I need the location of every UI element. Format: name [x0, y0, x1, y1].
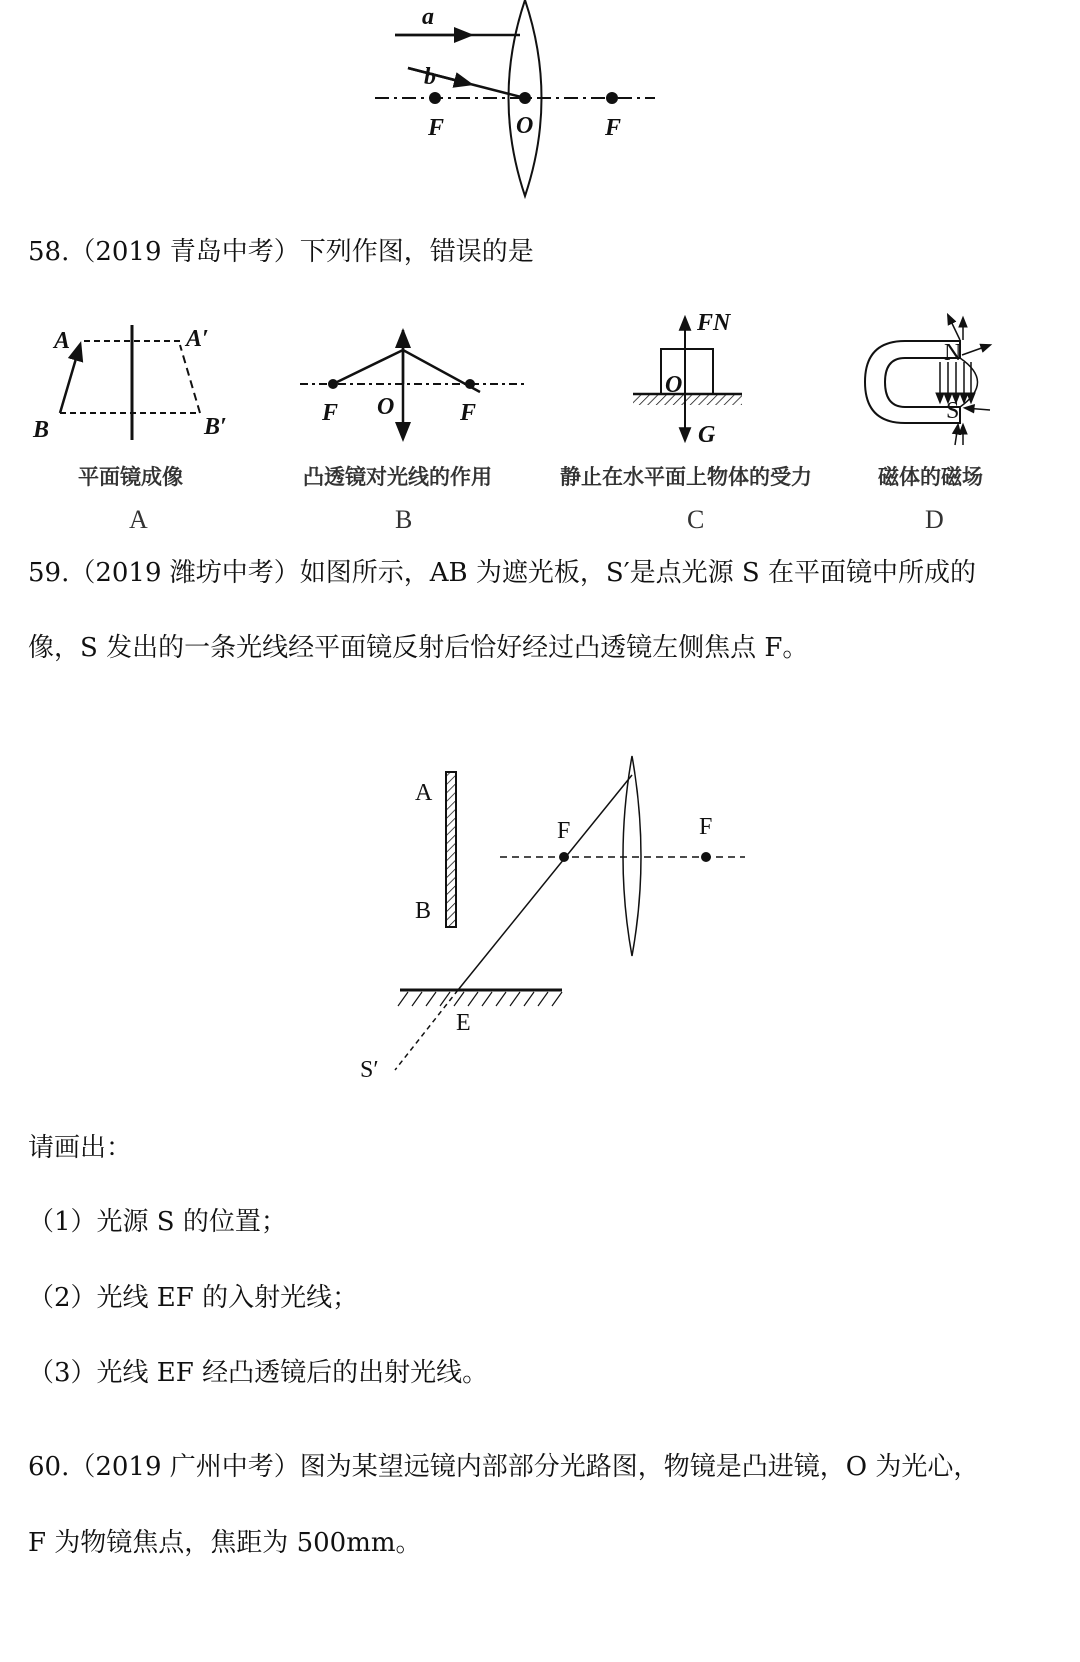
question-58: 58.（2019 青岛中考）下列作图，错误的是	[28, 237, 534, 267]
option-letter: C	[687, 505, 705, 534]
lens-diagram-top	[375, 0, 655, 196]
question-59-item: （3）光线 EF 经凸透镜后的出射光线。	[28, 1358, 489, 1388]
svg-text:FN: FN	[697, 310, 731, 336]
svg-text:F: F	[699, 814, 713, 840]
option-caption: 平面镜成像	[78, 465, 183, 489]
svg-text:F: F	[322, 400, 339, 426]
svg-text:S: S	[946, 398, 960, 424]
option-b-figure	[300, 330, 525, 534]
svg-text:F: F	[460, 400, 477, 426]
svg-text:A: A	[54, 328, 71, 354]
question-59-line1: 59.（2019 潍坊中考）如图所示，AB 为遮光板，S′是点光源 S 在平面镜中所成的	[28, 558, 976, 588]
question-59-item: （2）光线 EF 的入射光线；	[28, 1283, 359, 1313]
center-label: O	[516, 113, 534, 139]
svg-text:A: A	[415, 780, 433, 806]
ray-label-b: b	[424, 64, 436, 90]
svg-text:O: O	[377, 394, 395, 420]
svg-text:N: N	[944, 340, 962, 366]
option-caption: 磁体的磁场	[878, 465, 983, 489]
question-60-line1: 60.（2019 广州中考）图为某望远镜内部部分光路图，物镜是凸进镜，O 为光心，	[28, 1452, 980, 1482]
svg-text:O: O	[665, 372, 683, 398]
option-letter: B	[395, 505, 413, 534]
option-caption: 凸透镜对光线的作用	[303, 465, 492, 489]
option-d-figure	[865, 315, 990, 534]
question-59-line2: 像，S 发出的一条光线经平面镜反射后恰好经过凸透镜左侧焦点 F。	[28, 633, 809, 663]
ray-label-a: a	[422, 4, 434, 30]
svg-text:E: E	[456, 1010, 471, 1036]
svg-text:F: F	[557, 818, 571, 844]
svg-text:G: G	[698, 422, 716, 448]
option-a-figure	[32, 325, 227, 534]
question-59-item: （1）光源 S 的位置；	[28, 1207, 287, 1237]
svg-text:B: B	[33, 417, 50, 443]
svg-text:B′: B′	[204, 414, 227, 440]
focus-label: F	[605, 115, 622, 141]
svg-text:A′: A′	[186, 326, 209, 352]
option-letter: A	[129, 505, 148, 534]
option-caption: 静止在水平面上物体的受力	[560, 465, 812, 489]
option-letter: D	[925, 505, 944, 534]
svg-text:B: B	[415, 898, 432, 924]
option-c-figure	[560, 310, 812, 534]
focus-label: F	[428, 115, 445, 141]
svg-text:S′: S′	[360, 1057, 379, 1083]
question-59-prompt: 请画出：	[28, 1133, 133, 1163]
q59-diagram	[360, 756, 745, 1083]
question-60-line2: F 为物镜焦点，焦距为 500mm。	[28, 1528, 422, 1558]
